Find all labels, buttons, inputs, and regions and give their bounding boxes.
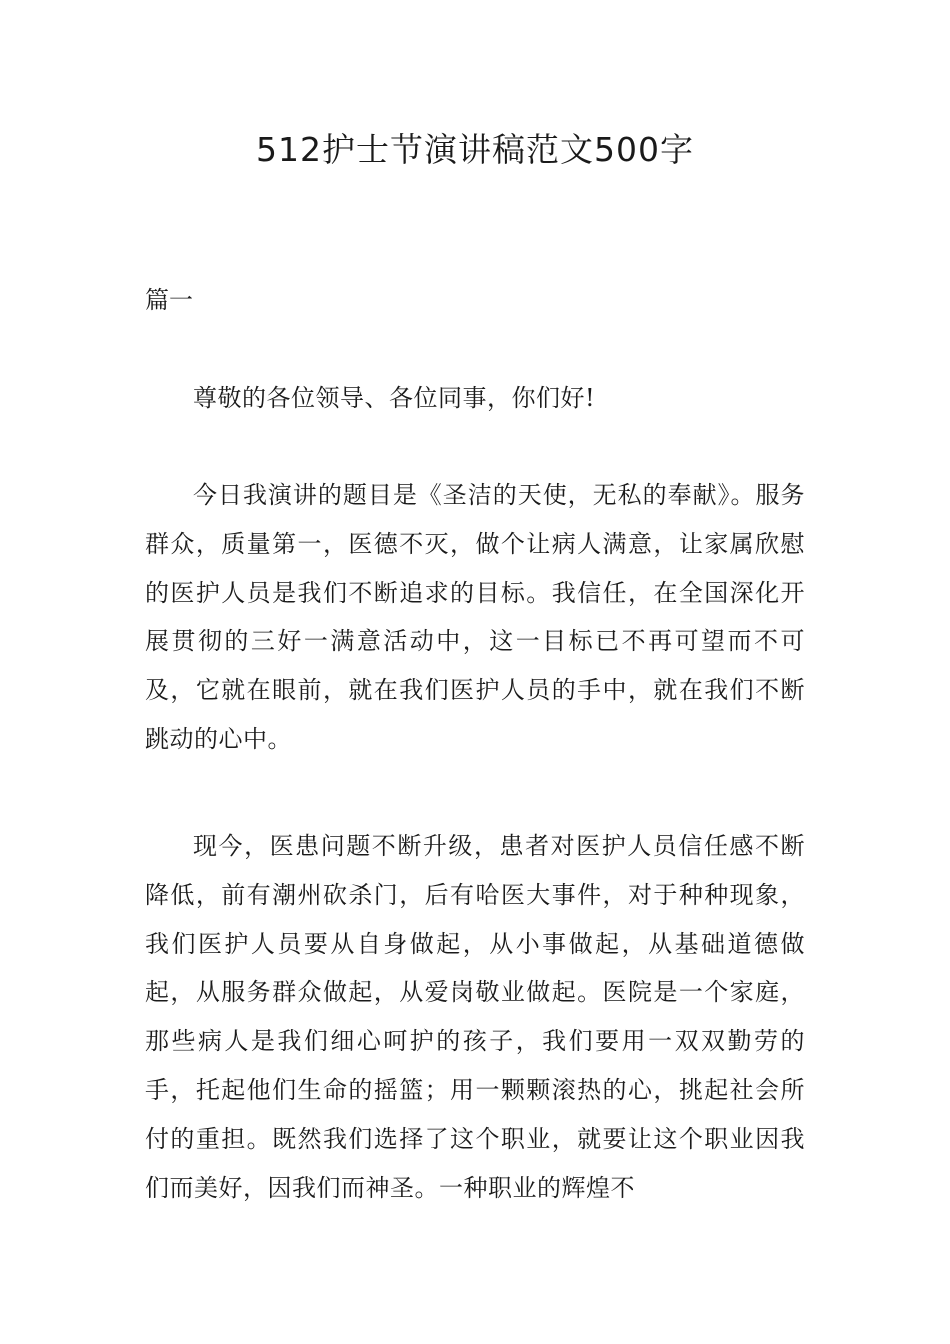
greeting-paragraph: 尊敬的各位领导、各位同事，你们好! [193,384,596,412]
section-label: 篇一 [145,286,193,314]
document-title: 512护士节演讲稿范文500字 [256,130,694,169]
body-paragraph: 今日我演讲的题目是《圣洁的天使，无私的奉献》。服务群众，质量第一，医德不灭，做个让病人满意，让家属欣慰的医护人员是我们不断追求的目标。我信任，在全国深化开展贯彻的三好一满意活动中，这一目标已不再可望而不可及，它就在眼前，就在我们医护人员的手中，就在我们不断跳动的心中。 [145,481,805,753]
body-paragraph: 现今，医患问题不断升级，患者对医护人员信任感不断降低，前有潮州砍杀门，后有哈医大事件，对于种种现象，我们医护人员要从自身做起，从小事做起，从基础道德做起，从服务群众做起，从爱岗敬业做起。医院是一个家庭，那些病人是我们细心呵护的孩子，我们要用一双双勤劳的手，托起他们生命的摇篮；用一颗颗滚热的心，挑起社会所付的重担。既然我们选择了这个职业，就要让这个职业因我们而美好，因我们而神圣。一种职业的辉煌不 [145,832,805,1202]
